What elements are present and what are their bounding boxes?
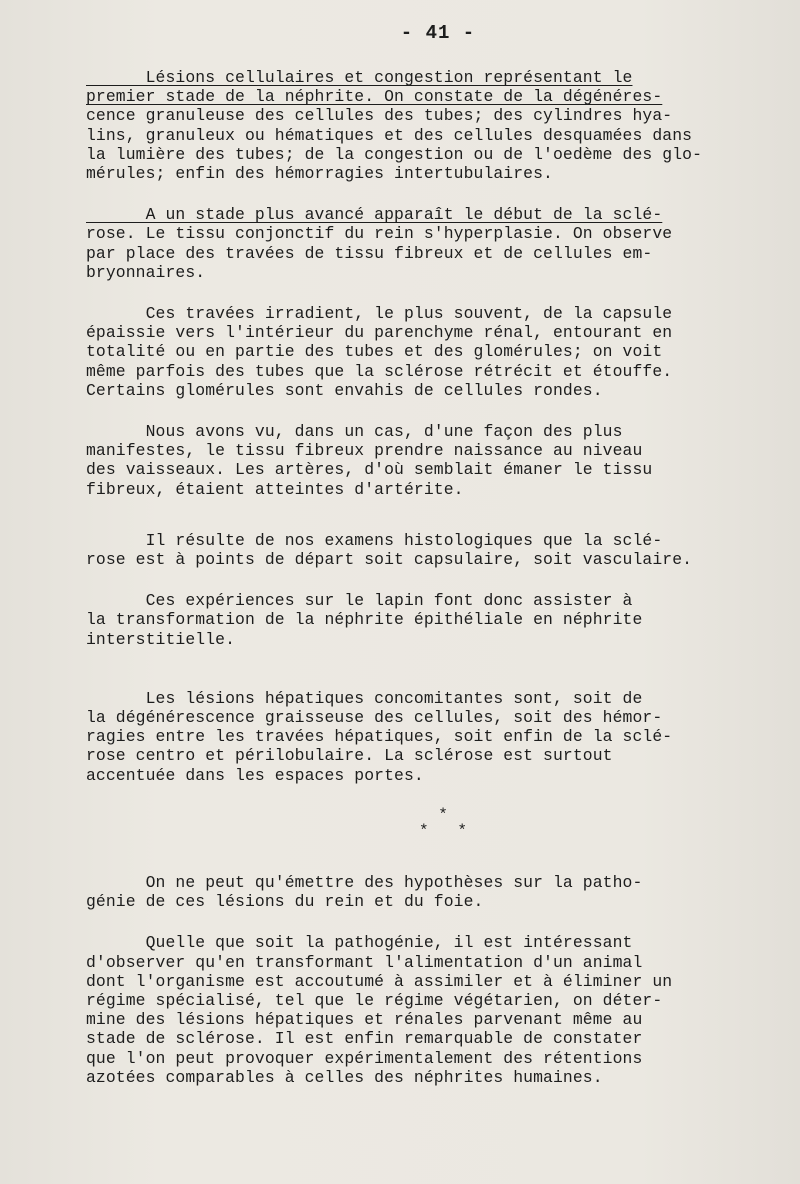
text-line: Nous avons vu, dans un cas, d'une façon des plus xyxy=(86,422,623,442)
page-number: - 41 - xyxy=(400,22,476,44)
paragraph-hypotheses xyxy=(86,873,760,911)
text-line: Il résulte de nos examens histologiques que la sclé- xyxy=(86,530,663,550)
text-line: azotées comparables à celles des néphrites humaines. xyxy=(86,1067,603,1087)
text-line: accentuée dans les espaces portes. xyxy=(86,765,424,785)
text-line: lins, granuleux ou hématiques et des cellules desquamées dans xyxy=(86,125,693,145)
paragraph-experiences xyxy=(86,591,760,649)
text-line: mérules; enfin des hémorragies intertubulaires. xyxy=(86,164,553,184)
paragraph-nous-avons-vu xyxy=(86,422,760,499)
text-line: rose est à points de départ soit capsulaire, soit vasculaire. xyxy=(86,550,693,570)
text-line: régime spécialisé, tel que le régime végétarien, on déter- xyxy=(86,990,663,1010)
text-line: la transformation de la néphrite épithéliale en néphrite xyxy=(86,610,643,630)
text-line: ragies entre les travées hépatiques, soit enfin de la sclé- xyxy=(86,727,673,747)
text-line: rose. Le tissu conjonctif du rein s'hyperplasie. On observe xyxy=(86,224,673,244)
paragraph-pathogenie xyxy=(86,933,760,1087)
text-line: épaissie vers l'intérieur du parenchyme rénal, entourant en xyxy=(86,323,673,343)
text-line: A un stade plus avancé apparaît le début de la sclé- xyxy=(86,205,663,225)
text-line: mine des lésions hépatiques et rénales parvenant même au xyxy=(86,1010,643,1030)
text-line: rose centro et périlobulaire. La sclérose est surtout xyxy=(86,746,613,766)
text-line: la dégénérescence graisseuse des cellules, soit des hémor- xyxy=(86,708,663,728)
text-line: des vaisseaux. Les artères, d'où semblait émaner le tissu xyxy=(86,460,653,480)
text-line: même parfois des tubes que la sclérose rétrécit et étouffe. xyxy=(86,361,673,381)
text-line: Quelle que soit la pathogénie, il est intéressant xyxy=(86,933,633,953)
text-line: Ces travées irradient, le plus souvent, de la capsule xyxy=(86,304,673,324)
text-line: que l'on peut provoquer expérimentalement des rétentions xyxy=(86,1048,643,1068)
paragraph-lesions-cellulaires xyxy=(86,68,760,183)
text-line: stade de sclérose. Il est enfin remarquable de constater xyxy=(86,1029,643,1049)
paragraph-lesions-hepatiques xyxy=(86,689,760,785)
text-line: cence granuleuse des cellules des tubes; des cylindres hya- xyxy=(86,106,673,126)
text-line: fibreux, étaient atteintes d'artérite. xyxy=(86,479,464,499)
paragraph-il-resulte xyxy=(86,531,760,569)
text-line: Les lésions hépatiques concomitantes sont, soit de xyxy=(86,688,643,708)
text-line: Ces expériences sur le lapin font donc assister à xyxy=(86,591,633,611)
text-line: génie de ces lésions du rein et du foie. xyxy=(86,892,484,912)
text-line: bryonnaires. xyxy=(86,262,206,282)
text-line: la lumière des tubes; de la congestion ou de l'oedème des glo- xyxy=(86,144,703,164)
text-line: premier stade de la néphrite. On constate de la dégénéres- xyxy=(86,87,663,107)
separator-top: * xyxy=(438,805,448,824)
text-line: totalité ou en partie des tubes et des glomérules; on voit xyxy=(86,342,663,362)
text-line: On ne peut qu'émettre des hypothèses sur la patho- xyxy=(86,872,643,892)
text-line: Lésions cellulaires et congestion représentant le xyxy=(86,68,633,87)
text-line: dont l'organisme est accoutumé à assimiler et à éliminer un xyxy=(86,971,673,991)
text-line: interstitielle. xyxy=(86,629,236,649)
section-separator xyxy=(126,807,760,839)
paragraph-travees xyxy=(86,304,760,400)
text-line: d'observer qu'en transformant l'alimentation d'un animal xyxy=(86,952,643,972)
text-line: manifestes, le tissu fibreux prendre naissance au niveau xyxy=(86,441,643,461)
paragraph-stade-avance xyxy=(86,205,760,282)
text-line: par place des travées de tissu fibreux et de cellules em- xyxy=(86,243,653,263)
text-line: Certains glomérules sont envahis de cellules rondes. xyxy=(86,380,603,400)
separator-bottom: * * xyxy=(418,821,467,840)
